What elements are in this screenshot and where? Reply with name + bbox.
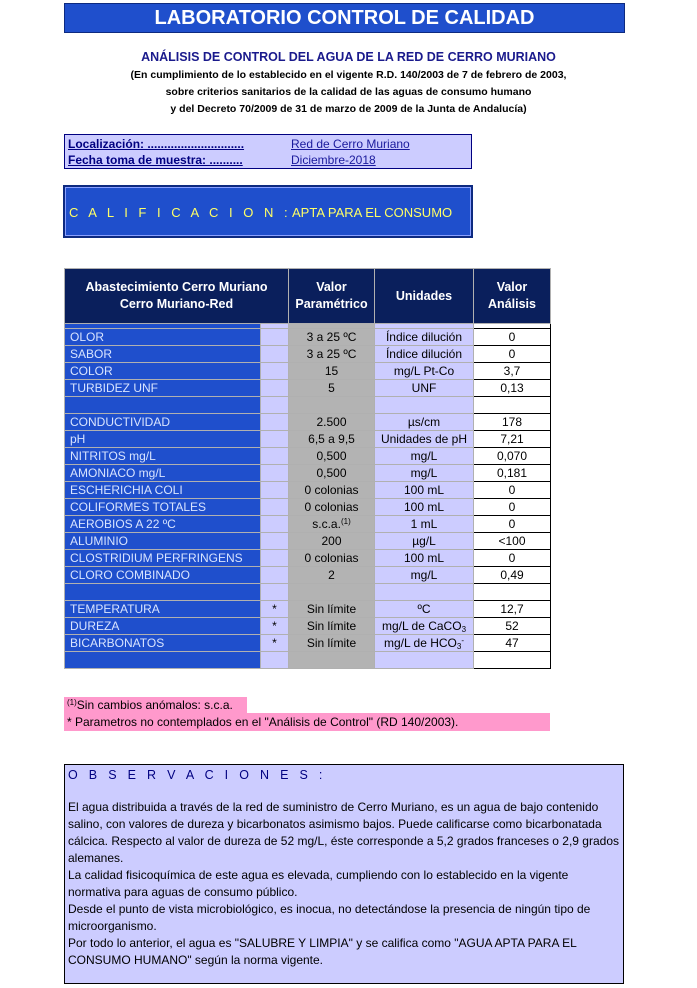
observaciones-paragraph-2: La calidad fisicoquímica de este agua es elevada, cumpliendo con lo establecido en la vigente normativa para aguas de consumo público. bbox=[68, 868, 569, 899]
empty-cell bbox=[65, 397, 261, 414]
unit-text: mg/L de CaCO bbox=[381, 619, 462, 633]
analysis-value: 47 bbox=[474, 635, 551, 652]
empty-cell bbox=[65, 584, 261, 601]
unit-subscript: 3 bbox=[456, 642, 462, 651]
parametric-footnote-marker: (1) bbox=[340, 517, 351, 526]
results-body bbox=[65, 324, 551, 669]
unit bbox=[375, 431, 474, 448]
sample-date-value: Diciembre-2018 bbox=[291, 153, 376, 167]
not-contemplated-marker bbox=[261, 329, 289, 346]
analysis-value: 3,7 bbox=[474, 363, 551, 380]
header-param-line2: Paramétrico bbox=[295, 297, 368, 311]
unit bbox=[375, 618, 474, 635]
empty-cell bbox=[474, 584, 551, 601]
empty-cell bbox=[375, 397, 474, 414]
calificacion-value: APTA PARA EL CONSUMO bbox=[292, 205, 453, 220]
parameter-name: ESCHERICHIA COLI bbox=[65, 482, 261, 499]
parametric-value-text: 3 a 25 ºC bbox=[306, 330, 357, 344]
location-label: Localización: ............................. bbox=[68, 137, 245, 151]
calificacion-box bbox=[63, 185, 473, 238]
analysis-value: 0,49 bbox=[474, 567, 551, 584]
parametric-value bbox=[289, 363, 375, 380]
table-row bbox=[65, 414, 551, 431]
table-row bbox=[65, 516, 551, 533]
parameter-name: OLOR bbox=[65, 329, 261, 346]
blank-row bbox=[65, 652, 551, 669]
parametric-value bbox=[289, 516, 375, 533]
not-contemplated-marker bbox=[261, 516, 289, 533]
parametric-value bbox=[289, 431, 375, 448]
parameter-name: AEROBIOS A 22 ºC bbox=[65, 516, 261, 533]
parameter-name: CLORO COMBINADO bbox=[65, 567, 261, 584]
results-table bbox=[64, 268, 551, 669]
unit bbox=[375, 414, 474, 431]
parametric-value-text: Sin límite bbox=[306, 602, 357, 616]
unit-text: Índice dilución bbox=[385, 330, 463, 344]
analysis-value: 0 bbox=[474, 346, 551, 363]
parametric-value bbox=[289, 448, 375, 465]
parameter-name: DUREZA bbox=[65, 618, 261, 635]
unit-text: ºC bbox=[417, 602, 431, 616]
unit bbox=[375, 448, 474, 465]
legal-line-2: sobre criterios sanitarios de la calidad de las aguas de consumo humano bbox=[165, 86, 532, 98]
unit bbox=[375, 635, 474, 652]
unit-subscript: 3 bbox=[461, 625, 467, 634]
unit-text: 100 mL bbox=[403, 500, 445, 514]
unit bbox=[375, 380, 474, 397]
not-contemplated-marker bbox=[261, 346, 289, 363]
empty-cell bbox=[65, 652, 261, 669]
not-contemplated-marker bbox=[261, 499, 289, 516]
observaciones-box bbox=[64, 764, 624, 984]
header-param-line1: Valor bbox=[316, 280, 347, 294]
page-title: LABORATORIO CONTROL DE CALIDAD bbox=[64, 3, 625, 33]
header-units: Unidades bbox=[375, 269, 474, 324]
header-source bbox=[65, 269, 289, 324]
table-row bbox=[65, 567, 551, 584]
unit bbox=[375, 363, 474, 380]
parameter-name: BICARBONATOS bbox=[65, 635, 261, 652]
parameter-name: COLOR bbox=[65, 363, 261, 380]
observaciones-paragraph-4: Por todo lo anterior, el agua es "SALUBRE Y LIMPIA" y se califica como "AGUA APTA PARA EL CONSUMO HUMANO" según la norma vigente. bbox=[68, 936, 577, 967]
parameter-name: AMONIACO mg/L bbox=[65, 465, 261, 482]
table-row bbox=[65, 482, 551, 499]
not-contemplated-marker bbox=[261, 380, 289, 397]
parameter-name: pH bbox=[65, 431, 261, 448]
table-row bbox=[65, 329, 551, 346]
unit bbox=[375, 465, 474, 482]
location-value: Red de Cerro Muriano bbox=[291, 137, 410, 151]
analysis-value: 0 bbox=[474, 550, 551, 567]
table-row bbox=[65, 635, 551, 652]
unit-text: UNF bbox=[411, 381, 437, 395]
unit bbox=[375, 533, 474, 550]
not-contemplated-marker: * bbox=[261, 601, 289, 618]
observaciones-paragraph-3: Desde el punto de vista microbiológico, es inocua, no detectándose la presencia de ningún tipo de microorganismo. bbox=[68, 902, 591, 933]
observaciones-paragraph-1: El agua distribuida a través de la red de suministro de Cerro Muriano, es un agua de bajo contenido salino, con valores de dureza y bicarbonatos asimismo bajos. Puede calificarse como bicarbonatada cálcica. Respecto al valor de dureza de 52 mg/L, éste corresponde a 5,2 grados franceses o 2,9 grados alemanes. bbox=[68, 800, 619, 865]
table-row bbox=[65, 601, 551, 618]
sample-date-label: Fecha toma de muestra: .......... bbox=[68, 153, 243, 167]
not-contemplated-marker bbox=[261, 550, 289, 567]
unit bbox=[375, 346, 474, 363]
unit-text: mg/L Pt-Co bbox=[393, 364, 455, 378]
not-contemplated-marker bbox=[261, 533, 289, 550]
analysis-value: 7,21 bbox=[474, 431, 551, 448]
unit-text: mg/L bbox=[410, 466, 438, 480]
unit-text: 1 mL bbox=[410, 517, 438, 531]
parametric-value-text: 0,500 bbox=[316, 466, 347, 480]
unit bbox=[375, 516, 474, 533]
table-row bbox=[65, 465, 551, 482]
not-contemplated-marker bbox=[261, 431, 289, 448]
table-row bbox=[65, 346, 551, 363]
table-row bbox=[65, 380, 551, 397]
unit-text: mg/L bbox=[410, 449, 438, 463]
parametric-value-text: 3 a 25 ºC bbox=[306, 347, 357, 361]
table-header-row bbox=[65, 269, 551, 324]
parametric-value bbox=[289, 601, 375, 618]
not-contemplated-marker: * bbox=[261, 618, 289, 635]
header-value-line2: Análisis bbox=[488, 297, 536, 311]
unit-text: Unidades de pH bbox=[380, 432, 468, 446]
calificacion-label: C A L I F I C A C I O N : bbox=[69, 205, 292, 220]
unit bbox=[375, 601, 474, 618]
blank-row bbox=[65, 584, 551, 601]
analysis-value: 0 bbox=[474, 499, 551, 516]
header-value bbox=[474, 269, 551, 324]
parametric-value-text: 2.500 bbox=[316, 415, 347, 429]
legal-line-3: y del Decreto 70/2009 de 31 de marzo de 2009 de la Junta de Andalucía) bbox=[170, 103, 527, 115]
parameter-name: NITRITOS mg/L bbox=[65, 448, 261, 465]
parameter-name: TURBIDEZ UNF bbox=[65, 380, 261, 397]
unit bbox=[375, 567, 474, 584]
parametric-value-text: 15 bbox=[324, 364, 339, 378]
unit-text: mg/L de HCO bbox=[383, 636, 457, 650]
parametric-value-text: 6,5 a 9,5 bbox=[308, 432, 355, 446]
unit-superscript: - bbox=[461, 636, 465, 645]
unit-text: 100 mL bbox=[403, 483, 445, 497]
not-contemplated-marker bbox=[261, 482, 289, 499]
parametric-value bbox=[289, 329, 375, 346]
footnote-sca bbox=[64, 697, 247, 713]
analysis-value: 12,7 bbox=[474, 601, 551, 618]
empty-cell bbox=[261, 397, 289, 414]
parametric-value bbox=[289, 550, 375, 567]
parametric-value-text: Sin límite bbox=[306, 619, 357, 633]
empty-cell bbox=[261, 652, 289, 669]
table-row bbox=[65, 363, 551, 380]
parametric-value-text: 0 colonias bbox=[304, 500, 359, 514]
footnote-asterisk: * Parametros no contemplados en el "Análisis de Control" (RD 140/2003). bbox=[64, 713, 550, 731]
not-contemplated-marker bbox=[261, 465, 289, 482]
parametric-value bbox=[289, 346, 375, 363]
empty-cell bbox=[289, 584, 375, 601]
parametric-value-text: 5 bbox=[328, 381, 335, 395]
parameter-name: SABOR bbox=[65, 346, 261, 363]
parametric-value-text: Sin límite bbox=[306, 636, 357, 650]
empty-cell bbox=[289, 397, 375, 414]
parameter-name: TEMPERATURA bbox=[65, 601, 261, 618]
parametric-value-text: 0 colonias bbox=[304, 483, 359, 497]
parameter-name: COLIFORMES TOTALES bbox=[65, 499, 261, 516]
header-value-line1: Valor bbox=[496, 280, 528, 294]
table-row bbox=[65, 533, 551, 550]
unit bbox=[375, 482, 474, 499]
analysis-value: 0,13 bbox=[474, 380, 551, 397]
analysis-value: 0,070 bbox=[474, 448, 551, 465]
analysis-value: 52 bbox=[474, 618, 551, 635]
footnote-sca-marker: (1) bbox=[67, 698, 77, 707]
legal-line-1: (En cumplimiento de lo establecido en el vigente R.D. 140/2003 de 7 de febrero de 2003, bbox=[130, 69, 567, 81]
footnote-sca-text: Sin cambios anómalos: s.c.a. bbox=[76, 698, 233, 712]
not-contemplated-marker bbox=[261, 363, 289, 380]
table-row bbox=[65, 499, 551, 516]
table-row bbox=[65, 550, 551, 567]
analysis-value: 0 bbox=[474, 329, 551, 346]
unit-text: mg/L bbox=[410, 568, 438, 582]
parametric-value bbox=[289, 380, 375, 397]
parametric-value bbox=[289, 465, 375, 482]
location-box bbox=[64, 134, 472, 169]
not-contemplated-marker bbox=[261, 567, 289, 584]
empty-cell bbox=[261, 584, 289, 601]
unit-text: µg/L bbox=[412, 534, 436, 548]
header-source-line2: Cerro Muriano-Red bbox=[119, 297, 234, 311]
parametric-value bbox=[289, 482, 375, 499]
unit bbox=[375, 499, 474, 516]
analysis-value: 0 bbox=[474, 516, 551, 533]
parametric-value bbox=[289, 567, 375, 584]
not-contemplated-marker: * bbox=[261, 635, 289, 652]
parametric-value-text: 0 colonias bbox=[304, 551, 359, 565]
analysis-value: <100 bbox=[474, 533, 551, 550]
parametric-value-text: 0,500 bbox=[316, 449, 347, 463]
unit bbox=[375, 329, 474, 346]
empty-cell bbox=[375, 652, 474, 669]
report-subtitle: ANÁLISIS DE CONTROL DEL AGUA DE LA RED DE CERRO MURIANO bbox=[141, 50, 556, 64]
table-row bbox=[65, 431, 551, 448]
parametric-value bbox=[289, 499, 375, 516]
table-row bbox=[65, 618, 551, 635]
empty-cell bbox=[474, 397, 551, 414]
unit-text: µs/cm bbox=[407, 415, 441, 429]
parametric-value bbox=[289, 618, 375, 635]
parameter-name: CONDUCTIVIDAD bbox=[65, 414, 261, 431]
parameter-name: CLOSTRIDIUM PERFRINGENS bbox=[65, 550, 261, 567]
unit-text: 100 mL bbox=[403, 551, 445, 565]
parametric-value bbox=[289, 533, 375, 550]
analysis-value: 178 bbox=[474, 414, 551, 431]
parameter-name: ALUMINIO bbox=[65, 533, 261, 550]
observaciones-text bbox=[68, 799, 620, 969]
blank-row bbox=[65, 397, 551, 414]
header-param bbox=[289, 269, 375, 324]
analysis-value: 0,181 bbox=[474, 465, 551, 482]
parametric-value-text: 2 bbox=[328, 568, 335, 582]
parametric-value bbox=[289, 635, 375, 652]
parametric-value-text: 200 bbox=[321, 534, 342, 548]
empty-cell bbox=[474, 652, 551, 669]
not-contemplated-marker bbox=[261, 448, 289, 465]
analysis-value: 0 bbox=[474, 482, 551, 499]
table-row bbox=[65, 448, 551, 465]
empty-cell bbox=[289, 652, 375, 669]
parametric-value bbox=[289, 414, 375, 431]
not-contemplated-marker bbox=[261, 414, 289, 431]
header-source-line1: Abastecimiento Cerro Muriano bbox=[85, 280, 268, 294]
observaciones-title: O B S E R V A C I O N E S : bbox=[68, 768, 327, 782]
unit-text: Índice dilución bbox=[385, 347, 463, 361]
empty-cell bbox=[375, 584, 474, 601]
parametric-value-text: s.c.a. bbox=[312, 517, 341, 531]
unit bbox=[375, 550, 474, 567]
